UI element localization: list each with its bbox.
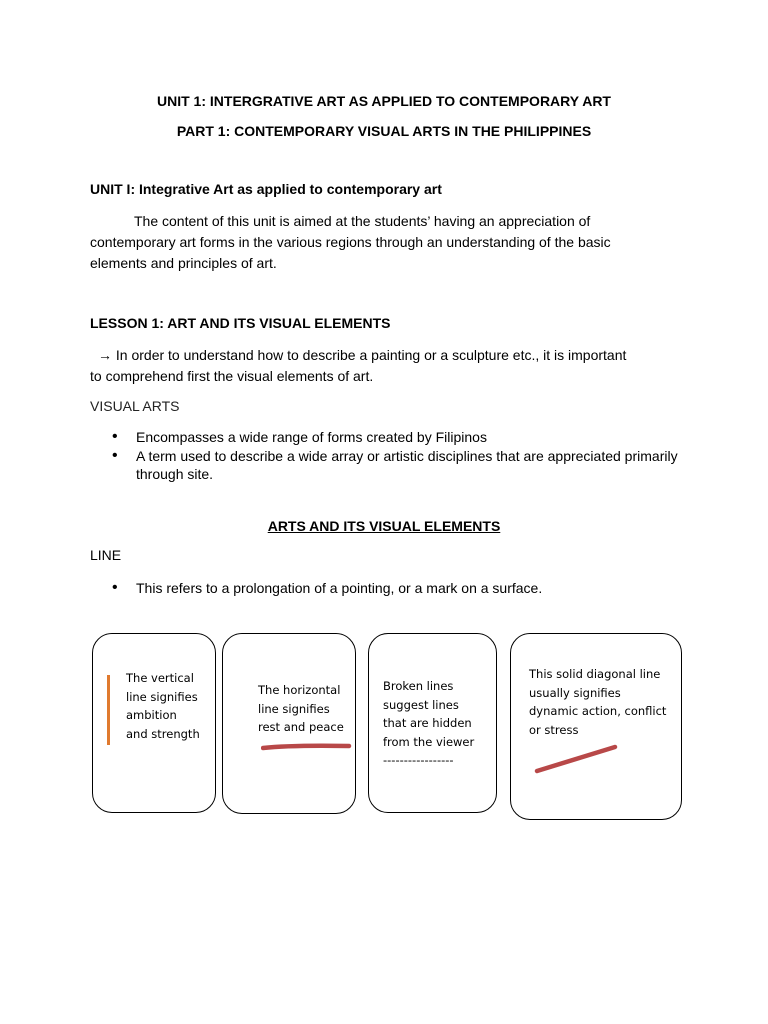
card-line: line signifies xyxy=(126,689,198,704)
card-text xyxy=(529,665,666,739)
card-line: or stress xyxy=(529,722,579,737)
card-line: usually signifies xyxy=(529,685,621,700)
card-text xyxy=(258,681,344,737)
bullet-icon: • xyxy=(112,428,118,445)
diagonal-line-stroke xyxy=(537,747,615,771)
card-text xyxy=(383,677,474,770)
bullet-text: A term used to describe a wide array or artistic disciplines that are appreciated primarily through site. xyxy=(136,448,678,482)
card-line: The horizontal xyxy=(258,683,341,697)
list-item xyxy=(112,447,692,487)
card-line: and strength xyxy=(126,726,200,741)
diagonal-line-sample xyxy=(533,742,621,776)
horizontal-line-stroke xyxy=(263,746,349,748)
bullet-text: This refers to a prolongation of a pointing, or a mark on a surface. xyxy=(136,580,543,596)
broken-line-card xyxy=(368,633,497,813)
vertical-line-card xyxy=(92,633,216,813)
card-line: suggest lines xyxy=(383,697,459,712)
lesson-line-1: → In order to understand how to describe a painting or a sculpture etc., it is important xyxy=(98,347,627,363)
visual-arts-label: VISUAL ARTS xyxy=(90,398,180,414)
card-line: The vertical xyxy=(126,671,194,685)
intro-paragraph xyxy=(90,211,690,274)
intro-line-1: The content of this unit is aimed at the students’ having an appreciation of xyxy=(134,213,591,229)
intro-line-3: elements and principles of art. xyxy=(90,255,277,271)
card-line: Broken lines xyxy=(383,679,454,693)
bullet-icon: • xyxy=(112,447,118,464)
lesson-title: LESSON 1: ART AND ITS VISUAL ELEMENTS xyxy=(90,315,391,331)
card-line: rest and peace xyxy=(258,720,344,734)
vertical-line-sample xyxy=(107,675,110,745)
bullet-icon: • xyxy=(112,579,118,596)
bullet-text: Encompasses a wide range of forms created by Filipinos xyxy=(136,429,487,445)
unit-subtitle: UNIT I: Integrative Art as applied to contemporary art xyxy=(90,181,442,197)
card-line: line signifies xyxy=(258,701,330,716)
card-line: from the viewer xyxy=(383,734,475,749)
card-line: dynamic action, conflict xyxy=(529,704,667,718)
section-title: ARTS AND ITS VISUAL ELEMENTS xyxy=(267,518,501,534)
part-title: PART 1: CONTEMPORARY VISUAL ARTS IN THE PHILIPPINES xyxy=(176,123,592,139)
card-text xyxy=(126,669,200,743)
horizontal-line-card xyxy=(222,633,356,814)
intro-line-2: contemporary art forms in the various regions through an understanding of the basic xyxy=(90,234,611,250)
broken-line-sample: ----------------- xyxy=(383,753,454,767)
lesson-line-2: to comprehend first the visual elements of art. xyxy=(90,368,374,384)
card-line: that are hidden xyxy=(383,716,472,730)
horizontal-line-sample xyxy=(261,740,353,752)
unit-title: UNIT 1: INTERGRATIVE ART AS APPLIED TO CONTEMPORARY ART xyxy=(157,93,611,109)
card-line: ambition xyxy=(126,708,177,722)
lesson-paragraph xyxy=(90,345,690,387)
diagonal-line-card xyxy=(510,633,682,820)
card-line: This solid diagonal line xyxy=(529,667,661,681)
line-label: LINE xyxy=(90,547,122,563)
